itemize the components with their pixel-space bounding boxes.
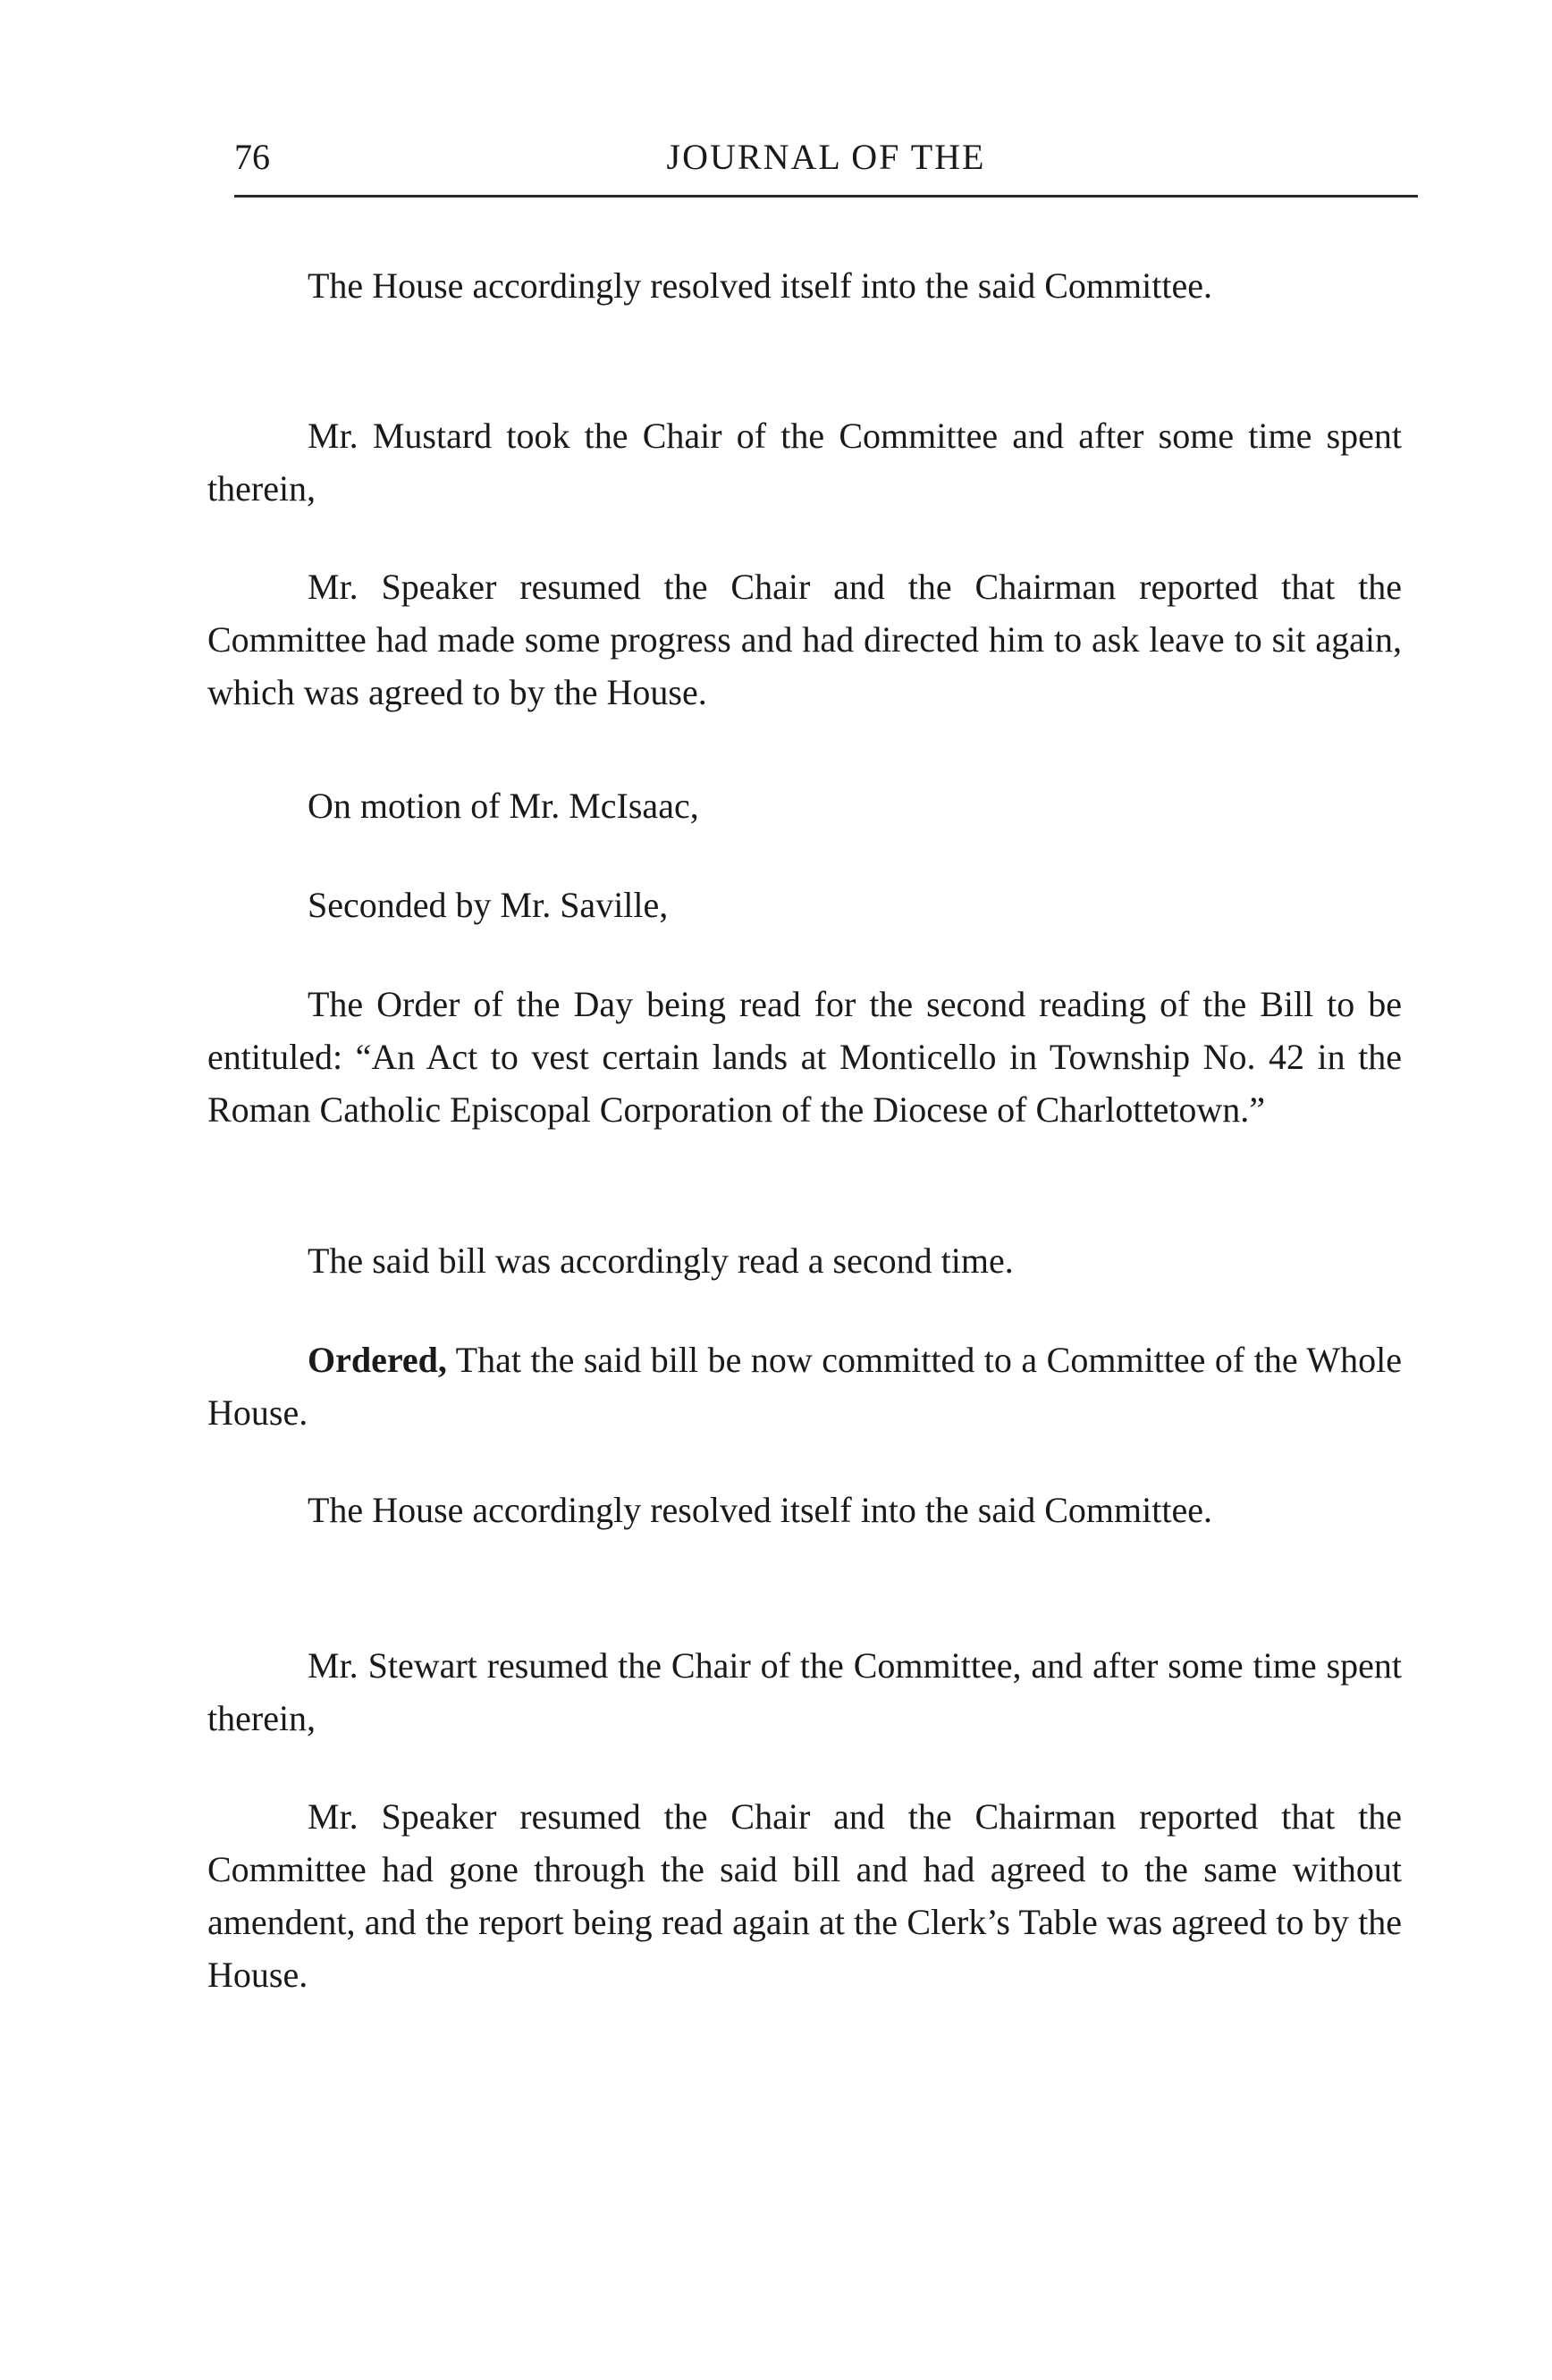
paragraph-committee-resolved-2: The House accordingly resolved itself into the said Committee. xyxy=(308,1490,1212,1530)
paragraph-mustard-chair: Mr. Mustard took the Chair of the Committee and after some time spent therein, xyxy=(207,416,1402,509)
ordered-text: That the said bill be now committed to a Committee of the Whole House. xyxy=(207,1340,1402,1433)
paragraph-motion: On motion of Mr. McIsaac, xyxy=(308,786,699,826)
paragraph-ordered xyxy=(207,1333,1402,1439)
page-number: 76 xyxy=(234,137,270,177)
running-title: JOURNAL OF THE xyxy=(666,137,986,177)
paragraph-seconded: Seconded by Mr. Saville, xyxy=(308,885,669,925)
paragraph-second-reading: The said bill was accordingly read a second time. xyxy=(308,1240,1014,1281)
paragraph-speaker-report: Mr. Speaker resumed the Chair and the Chairman reported that the Committee had gone through the said bill and had agreed to the same without amendent, and the report being read again at the Clerk’s Table was agreed to by the House. xyxy=(207,1796,1402,1995)
header-rule xyxy=(234,195,1418,198)
ordered-label: Ordered, xyxy=(308,1340,447,1380)
paragraph-committee-resolved: The House accordingly resolved itself into the said Committee. xyxy=(308,265,1212,306)
paragraph-stewart-chair: Mr. Stewart resumed the Chair of the Committee, and after some time spent therein, xyxy=(207,1645,1402,1738)
page-header xyxy=(234,130,1418,184)
paragraph-speaker-progress: Mr. Speaker resumed the Chair and the Chairman reported that the Committee had made some progress and had directed him to ask leave to sit again, which was agreed to by the House. xyxy=(207,567,1402,712)
paragraph-order-of-day: The Order of the Day being read for the second reading of the Bill to be entituled: “An Act to vest certain lands at Monticello in Township No. 42 in the Roman Catholic Episcopal Corporation of the Diocese of Charlottetown.” xyxy=(207,984,1402,1130)
